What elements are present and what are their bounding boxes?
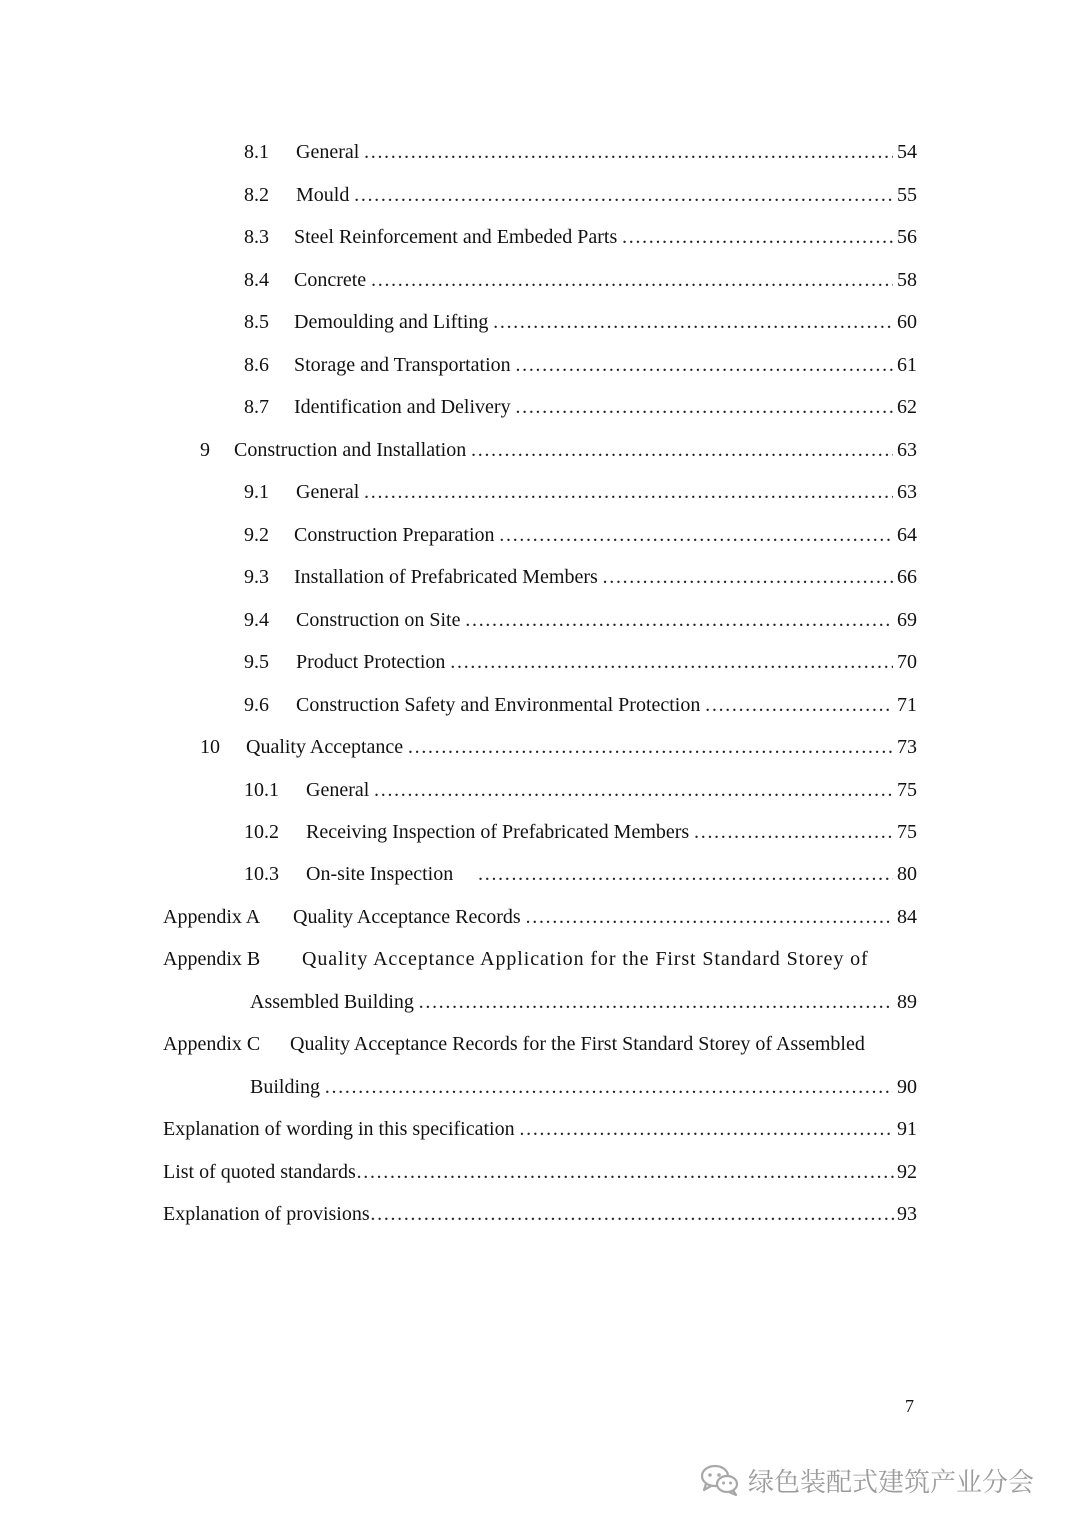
watermark-text: 绿色装配式建筑产业分会	[748, 1467, 1035, 1498]
toc-number: Appendix B	[163, 948, 261, 970]
toc-page-number: 62	[897, 396, 917, 418]
dot-leader	[363, 137, 893, 167]
toc-entry	[244, 265, 917, 295]
toc-number: 10.3	[244, 863, 279, 885]
toc-title: Quality Acceptance Records for the First Standard Storey of Assembled	[290, 1033, 865, 1055]
toc-page-number: 63	[897, 439, 917, 461]
toc-entry	[250, 987, 917, 1017]
toc-title: Receiving Inspection of Prefabricated Members	[306, 821, 690, 843]
toc-entry	[244, 690, 917, 720]
toc-page-number: 63	[897, 481, 917, 503]
dot-leader	[621, 222, 893, 252]
toc-page-number: 90	[897, 1076, 917, 1098]
toc-number: Appendix C	[163, 1033, 261, 1055]
dot-leader	[449, 647, 893, 677]
toc-page-number: 92	[897, 1161, 917, 1183]
toc-entry	[163, 944, 920, 974]
toc-number: 9.3	[244, 566, 269, 588]
toc-page-number: 80	[897, 863, 917, 885]
toc-title: General	[296, 481, 360, 503]
toc-page-number: 75	[897, 779, 917, 801]
toc-number: 9.6	[244, 694, 269, 716]
dot-leader	[470, 435, 893, 465]
toc-page-number: 55	[897, 184, 917, 206]
toc-number: 9	[200, 439, 210, 461]
toc-entry	[244, 647, 917, 677]
toc-page-number: 93	[897, 1203, 917, 1225]
toc-number: 9.5	[244, 651, 269, 673]
toc-number: 9.4	[244, 609, 269, 631]
toc-title: Storage and Transportation	[294, 354, 511, 376]
toc-entry	[244, 859, 917, 889]
toc-entry	[244, 222, 917, 252]
toc-page-number: 69	[897, 609, 917, 631]
toc-title: Product Protection	[296, 651, 446, 673]
wechat-icon	[700, 1463, 740, 1497]
toc-entry	[244, 137, 917, 167]
page-number: 7	[905, 1396, 914, 1416]
dot-leader	[373, 775, 893, 805]
toc-number: 8.7	[244, 396, 269, 418]
toc-page-number: 73	[897, 736, 917, 758]
toc-entry	[163, 1157, 917, 1187]
dot-leader	[353, 180, 893, 210]
toc-page-number: 56	[897, 226, 917, 248]
dot-leader	[477, 859, 893, 889]
toc-entry	[244, 605, 917, 635]
toc-entry	[163, 1029, 920, 1059]
toc-entry	[244, 817, 917, 847]
dot-leader	[418, 987, 893, 1017]
dot-leader	[515, 392, 893, 422]
dot-leader	[602, 562, 893, 592]
dot-leader	[356, 1157, 897, 1187]
toc-entry	[244, 562, 917, 592]
dot-leader	[407, 732, 893, 762]
toc-page-number: 61	[897, 354, 917, 376]
dot-leader	[464, 605, 893, 635]
toc-entry	[200, 435, 917, 465]
toc-title: List of quoted standards	[163, 1161, 356, 1183]
toc-page-number: 84	[897, 906, 917, 928]
toc-page-number: 91	[897, 1118, 917, 1140]
toc-title: Assembled Building	[250, 991, 414, 1013]
toc-page-number: 89	[897, 991, 917, 1013]
toc-title: Quality Acceptance Application for the First Standard Storey of	[302, 948, 869, 970]
dot-leader	[704, 690, 893, 720]
toc-title: General	[306, 779, 370, 801]
toc-page-number: 60	[897, 311, 917, 333]
toc-page-number: 58	[897, 269, 917, 291]
toc-title: Demoulding and Lifting	[294, 311, 489, 333]
toc-number: 8.1	[244, 141, 269, 163]
dot-leader	[370, 265, 893, 295]
toc-number: 8.3	[244, 226, 269, 248]
toc-title: Identification and Delivery	[294, 396, 511, 418]
toc-title: Quality Acceptance	[246, 736, 404, 758]
toc-entry	[244, 520, 917, 550]
toc-entry	[200, 732, 917, 762]
dot-leader	[525, 902, 893, 932]
toc-entry	[250, 1072, 917, 1102]
toc-page-number: 66	[897, 566, 917, 588]
toc-entry	[244, 775, 917, 805]
toc-number: 9.1	[244, 481, 269, 503]
dot-leader	[499, 520, 893, 550]
toc-title: Mould	[296, 184, 350, 206]
dot-leader	[324, 1072, 893, 1102]
watermark	[700, 1460, 1034, 1500]
toc-number: 9.2	[244, 524, 269, 546]
toc-title: Concrete	[294, 269, 367, 291]
toc-title: Building	[250, 1076, 321, 1098]
toc-page-number: 71	[897, 694, 917, 716]
dot-leader	[519, 1114, 893, 1144]
toc-title: Explanation of wording in this specification	[163, 1118, 515, 1140]
toc-entry	[163, 902, 917, 932]
toc-entry	[244, 477, 917, 507]
dot-leader	[363, 477, 893, 507]
toc-number: 10.1	[244, 779, 279, 801]
dot-leader	[492, 307, 893, 337]
toc-title: Construction Preparation	[294, 524, 495, 546]
toc-entry	[244, 392, 917, 422]
toc-page-number: 70	[897, 651, 917, 673]
toc-title: Explanation of provisions	[163, 1203, 370, 1225]
toc-title: On-site Inspection	[306, 863, 454, 885]
toc-number: 10	[200, 736, 220, 758]
toc-page-number: 75	[897, 821, 917, 843]
toc-number: 8.4	[244, 269, 269, 291]
toc-title: Quality Acceptance Records	[293, 906, 521, 928]
toc-entry	[244, 180, 917, 210]
toc-entry	[244, 350, 917, 380]
toc-number: 10.2	[244, 821, 279, 843]
toc-page-number: 54	[897, 141, 917, 163]
toc-number: 8.5	[244, 311, 269, 333]
toc-title: Construction on Site	[296, 609, 461, 631]
toc-number: 8.6	[244, 354, 269, 376]
toc-title: Construction and Installation	[234, 439, 467, 461]
toc-title: Construction Safety and Environmental Protection	[296, 694, 701, 716]
dot-leader	[370, 1199, 897, 1229]
toc-entry	[163, 1114, 917, 1144]
toc-entry	[163, 1199, 917, 1229]
toc-title: General	[296, 141, 360, 163]
toc-number: 8.2	[244, 184, 269, 206]
toc-title: Steel Reinforcement and Embeded Parts	[294, 226, 618, 248]
dot-leader	[515, 350, 893, 380]
toc-title: Installation of Prefabricated Members	[294, 566, 598, 588]
toc-number: Appendix A	[163, 906, 261, 928]
toc-entry	[244, 307, 917, 337]
toc-page-number: 64	[897, 524, 917, 546]
dot-leader	[693, 817, 893, 847]
